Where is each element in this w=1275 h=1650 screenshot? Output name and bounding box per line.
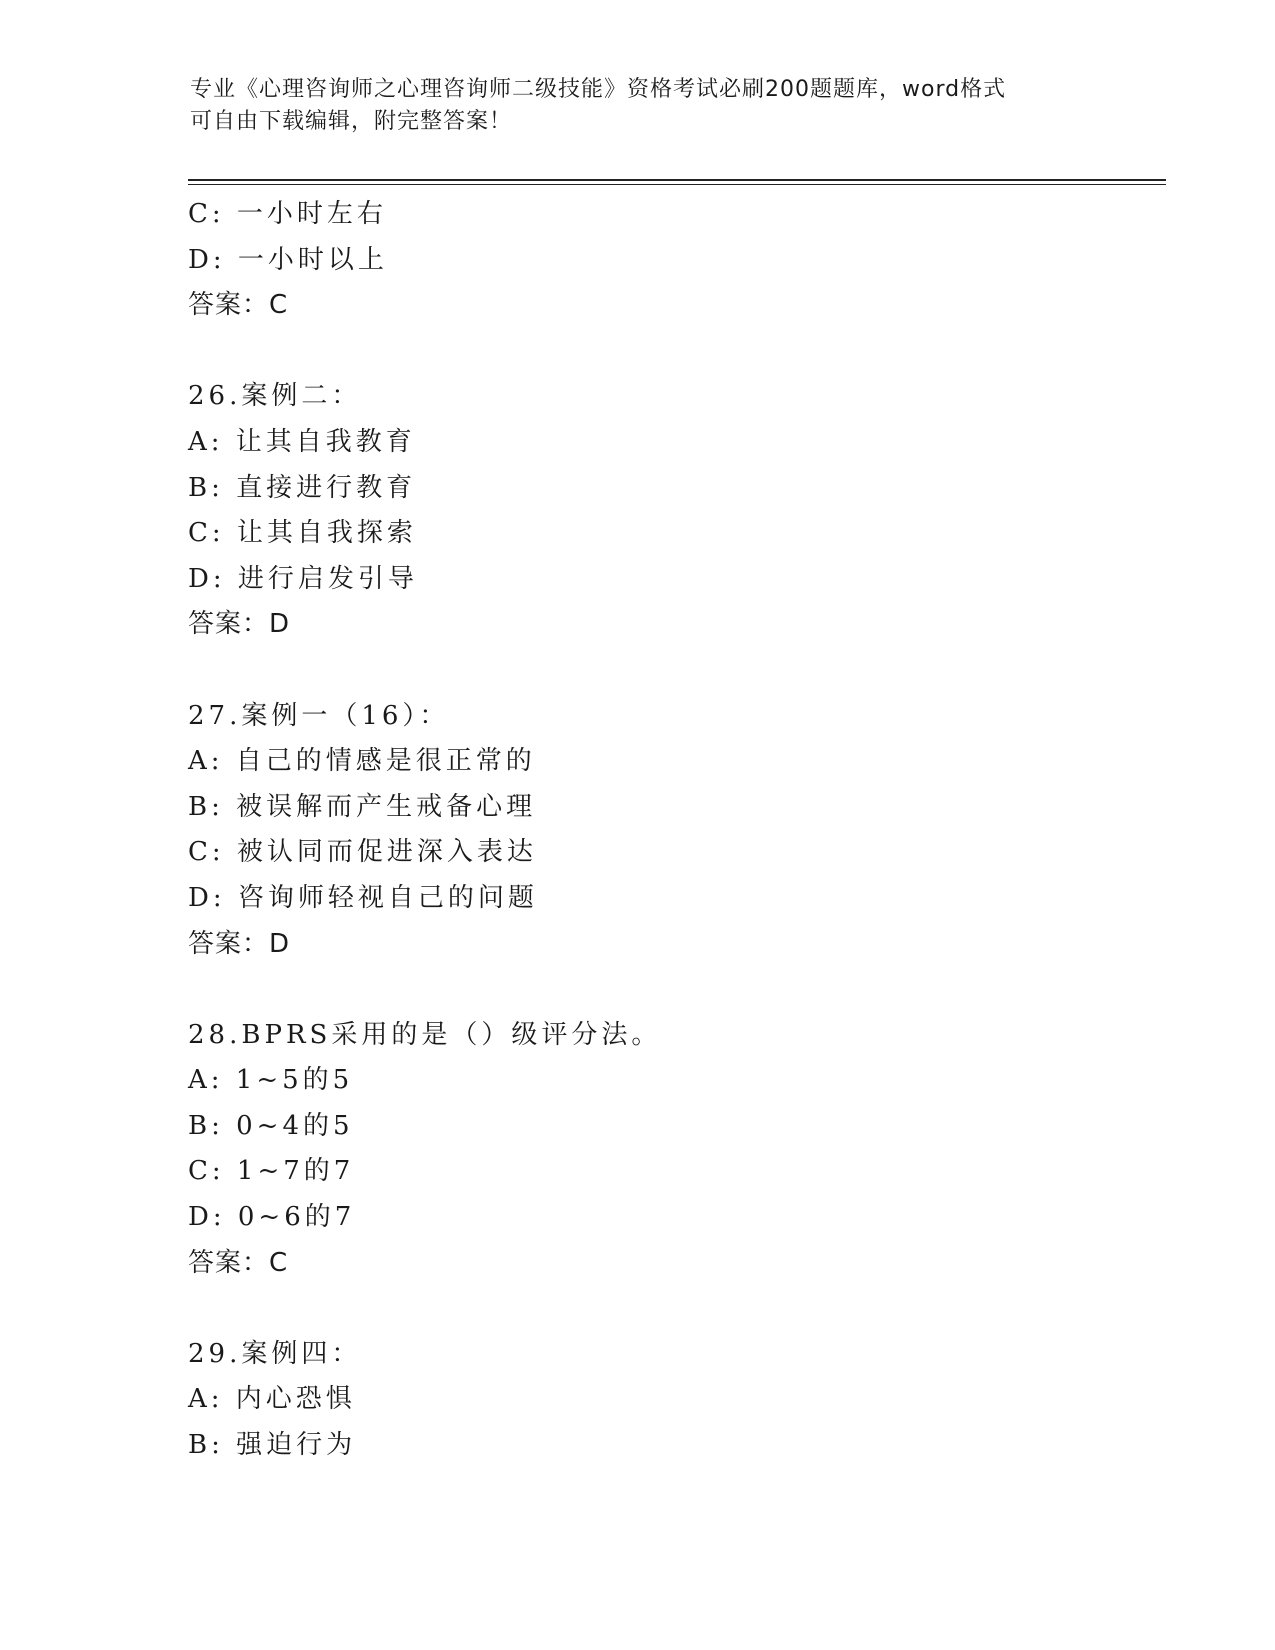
option-a: A: 内心恐惧	[188, 1384, 356, 1415]
document-header	[190, 74, 1090, 138]
option-d: D: 咨询师轻视自己的问题	[188, 882, 538, 913]
option-c: C: 1~7的7	[188, 1156, 355, 1187]
question-25-continued	[188, 192, 1148, 329]
option-d: D: 一小时以上	[188, 244, 388, 275]
option-c: C: 让其自我探索	[188, 518, 417, 549]
option-b: B: 强迫行为	[188, 1430, 357, 1461]
question-26	[188, 374, 1148, 648]
answer: 答案：D	[188, 609, 291, 640]
option-a: A: 1~5的5	[188, 1065, 354, 1096]
question-27	[188, 694, 1148, 968]
question-list	[188, 192, 1148, 1469]
question-title: 27.案例一（16）：	[188, 700, 450, 731]
spacer	[188, 329, 1148, 375]
option-b: B: 0~4的5	[188, 1110, 354, 1141]
header-line-1: 专业《心理咨询师之心理咨询师二级技能》资格考试必刷200题题库，word格式	[190, 77, 1007, 102]
question-29	[188, 1332, 1148, 1469]
spacer	[188, 648, 1148, 694]
header-line-2: 可自由下载编辑，附完整答案！	[190, 109, 513, 134]
question-title: 29.案例四：	[188, 1338, 362, 1369]
spacer	[188, 967, 1148, 1013]
question-28	[188, 1013, 1148, 1287]
option-d: D: 进行启发引导	[188, 563, 418, 594]
answer: 答案：C	[188, 1247, 289, 1278]
spacer	[188, 1286, 1148, 1332]
option-c: C: 一小时左右	[188, 199, 387, 229]
option-b: B: 被误解而产生戒备心理	[188, 791, 537, 822]
answer: 答案：D	[188, 928, 291, 959]
question-title: 26.案例二：	[188, 381, 362, 412]
option-c: C: 被认同而促进深入表达	[188, 837, 537, 868]
option-a: A: 自己的情感是很正常的	[188, 746, 536, 777]
header-divider	[188, 179, 1166, 185]
question-title: 28.BPRS采用的是（）级评分法。	[188, 1019, 662, 1050]
option-b: B: 直接进行教育	[188, 472, 417, 503]
answer: 答案：C	[188, 290, 289, 321]
option-d: D: 0~6的7	[188, 1202, 356, 1233]
option-a: A: 让其自我教育	[188, 426, 416, 457]
